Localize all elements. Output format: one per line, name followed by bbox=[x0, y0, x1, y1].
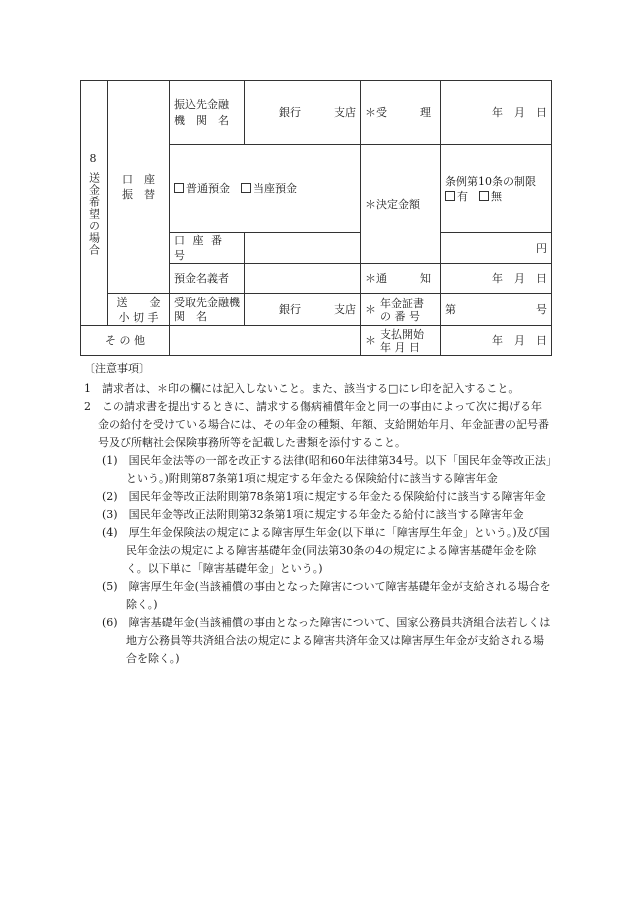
nashi-checkbox[interactable] bbox=[479, 191, 489, 201]
section-title: 送金希望の場合 bbox=[87, 171, 101, 256]
note-2-sub-5: (5) 障害厚生年金(当該補償の事由となった障害について障害基礎年金が支給される場合を除く。) bbox=[102, 580, 551, 611]
note-2-sub-2: (2) 国民年金等改正法附則第78条第1項に規定する年金たる保険給付に該当する障害年金 bbox=[102, 490, 546, 503]
tsuchi-date-field[interactable]: 年 月 日 bbox=[441, 264, 552, 294]
koza-bango-label: 口 座 番 号 bbox=[170, 233, 245, 264]
note-2: 2 この請求書を提出するときに、請求する傷病補償年金と同一の事由によって次に掲げる年金の給付を受けている場合には、その年金の種類、年額、支給開始年月、年金証書の記号番号及び所轄社会保険事務所等を記載した書類を添付すること。 bbox=[84, 400, 549, 449]
koza-furikae-label: 口 座 振 替 bbox=[108, 81, 170, 294]
furikomi-bank-label: 振込先金融機 関 名 bbox=[170, 81, 245, 145]
ari-checkbox[interactable] bbox=[445, 191, 455, 201]
notes-header: 〔注意事項〕 bbox=[84, 362, 150, 375]
furikomi-bank-field[interactable]: 銀行 支店 bbox=[245, 81, 361, 145]
jorei-seigen-field[interactable]: 条例第10条の制限 有 無 bbox=[441, 145, 552, 233]
uketori-bank-label: 受取先金融機 関 名 bbox=[170, 294, 245, 326]
toza-checkbox[interactable] bbox=[241, 183, 251, 193]
shiharai-label: ＊ 支払開始 年 月 日 bbox=[361, 326, 441, 356]
sokin-kogitte-label: 送 金 小 切 手 bbox=[108, 294, 170, 326]
tsuchi-label: ＊通 知 bbox=[361, 264, 441, 294]
sonota-field[interactable] bbox=[170, 326, 361, 356]
meigi-label: 預金名義者 bbox=[170, 264, 245, 294]
shiharai-date-field[interactable]: 年 月 日 bbox=[441, 326, 552, 356]
notes-section bbox=[84, 360, 552, 668]
section-number: 8 bbox=[89, 151, 98, 165]
koza-bango-field[interactable]: 円 bbox=[245, 233, 552, 264]
note-2-sub-6: (6) 障害基礎年金(当該補償の事由となった障害について、国家公務員共済組合法若しくは地方公務員等共済組合法の規定による障害共済年金又は障害厚生年金が支給される場合を除く。) bbox=[102, 616, 551, 665]
uketori-bank-field[interactable]: 銀行 支店 bbox=[245, 294, 361, 326]
section-header bbox=[81, 81, 108, 326]
shosho-label: ＊ 年金証書 の 番 号 bbox=[361, 294, 441, 326]
note-2-sub-3: (3) 国民年金等改正法附則第32条第1項に規定する年金たる給付に該当する障害年金 bbox=[102, 508, 524, 521]
note-1: 1 請求者は、＊印の欄には記入しないこと。また、該当する□にレ印を記入すること。 bbox=[84, 382, 520, 395]
futsu-checkbox[interactable] bbox=[174, 183, 184, 193]
remittance-form-table bbox=[80, 80, 552, 356]
account-type-field[interactable]: 普通預金 当座預金 bbox=[170, 145, 361, 233]
note-2-sub-4: (4) 厚生年金保険法の規定による障害厚生年金(以下単に「障害厚生年金」という。)及び国民年金法の規定による障害基礎年金(同法第30条の4の規定による障害基礎年金を除く。以下単に「障害基礎年金」という。) bbox=[102, 526, 550, 575]
kettei-kingaku-label: ＊決定金額 bbox=[361, 145, 441, 264]
shosho-field[interactable]: 第 号 bbox=[441, 294, 552, 326]
meigi-field[interactable] bbox=[245, 264, 361, 294]
sonota-label: そ の 他 bbox=[81, 326, 170, 356]
juri-date-field[interactable]: 年 月 日 bbox=[441, 81, 552, 145]
juri-label: ＊受 理 bbox=[361, 81, 441, 145]
note-2-sub-1: (1) 国民年金法等の一部を改正する法律(昭和60年法律第34号。以下「国民年金等改正法」という。)附則第87条第1項に規定する年金たる保険給付に該当する障害年金 bbox=[102, 454, 552, 485]
